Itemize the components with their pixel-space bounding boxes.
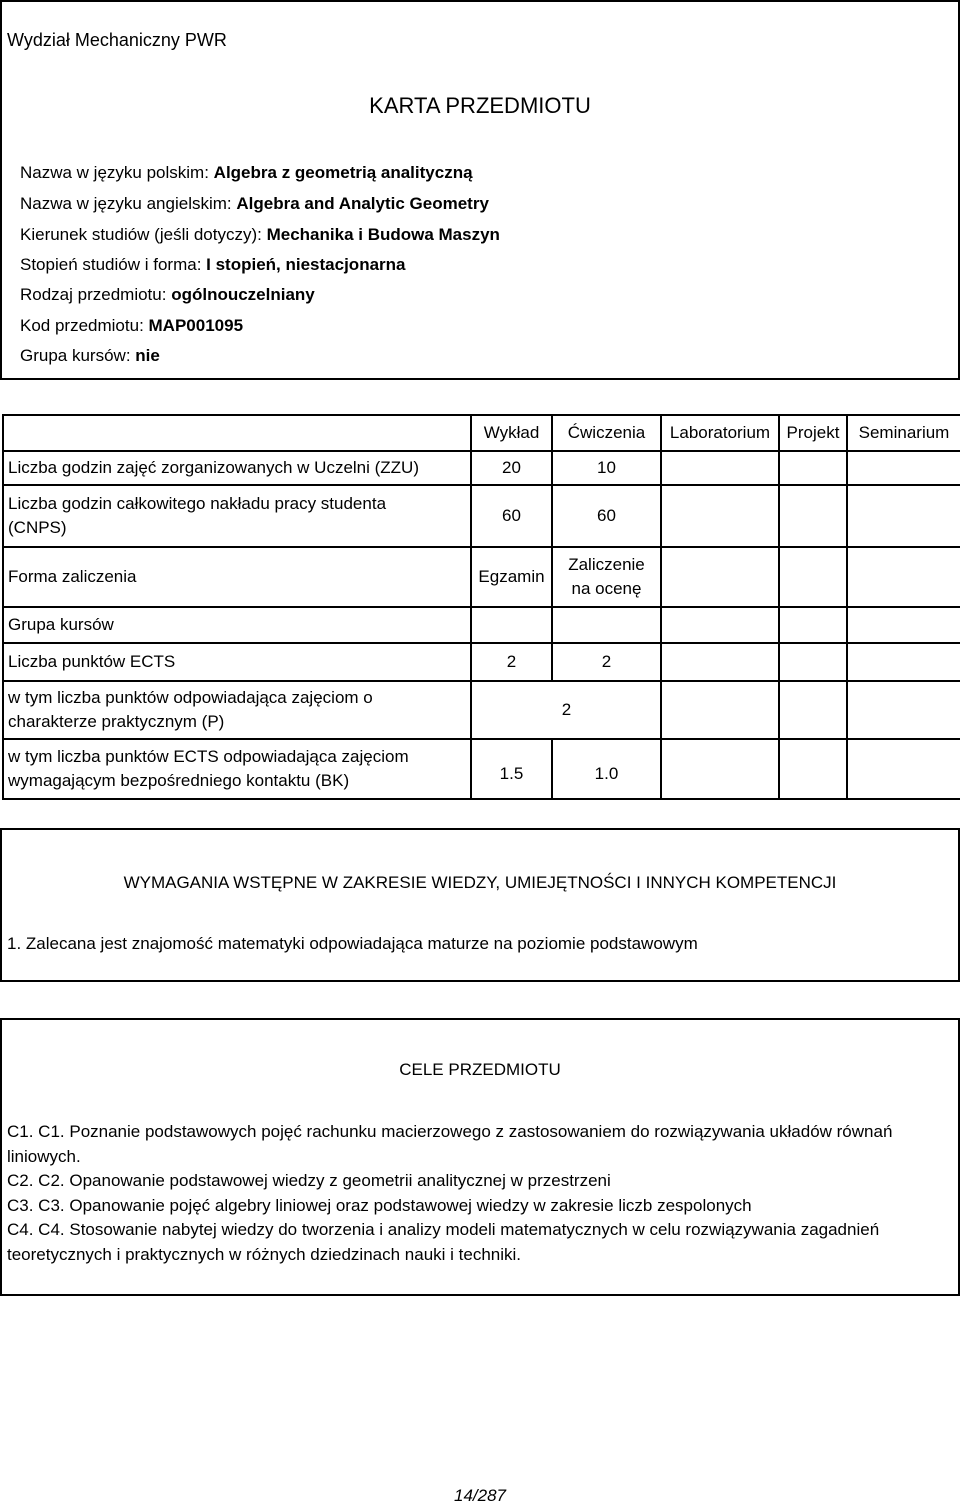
list-item: C3. C3. Opanowanie pojęć algebry liniowej oraz podstawowej wiedzy w zakresie liczb zespolonych	[7, 1195, 752, 1215]
row-label: Liczba punktów ECTS	[3, 643, 471, 681]
table-row	[3, 681, 960, 739]
col-header-cwiczenia: Ćwiczenia	[552, 415, 661, 451]
hours-table	[2, 414, 960, 800]
cell-cwiczenia: 2	[552, 643, 661, 681]
list-item: C1. C1. Poznanie podstawowych pojęć rachunku macierzowego z zastosowaniem do rozwiązywania układów równań liniowych.	[7, 1122, 893, 1166]
row-label: w tym liczba punktów ECTS odpowiadająca zajęciom wymagającym bezpośredniego kontaktu (BK)	[3, 739, 471, 799]
row-label: Forma zaliczenia	[3, 547, 471, 607]
cell-cwiczenia: 10	[552, 451, 661, 485]
list-item: C2. C2. Opanowanie podstawowej wiedzy z geometrii analitycznej w przestrzeni	[7, 1171, 611, 1190]
goals-list	[7, 1120, 947, 1267]
requirements-title: WYMAGANIA WSTĘPNE W ZAKRESIE WIEDZY, UMIEJĘTNOŚCI I INNYCH KOMPETENCJI	[123, 873, 837, 892]
table-row	[3, 451, 960, 485]
col-header-laboratorium: Laboratorium	[661, 415, 779, 451]
requirements-frame	[0, 828, 960, 982]
cell-wyklad	[471, 607, 552, 643]
faculty-name: Wydział Mechaniczny PWR	[7, 30, 227, 50]
course-info-code: Kod przedmiotu: MAP001095	[20, 316, 244, 335]
table-row	[3, 643, 960, 681]
course-info-type: Rodzaj przedmiotu: ogólnouczelniany	[20, 285, 315, 304]
cell-cwiczenia	[552, 607, 661, 643]
row-label: Liczba godzin całkowitego nakładu pracy studenta (CNPS)	[3, 485, 471, 547]
table-header-row	[3, 415, 960, 451]
col-header-wyklad: Wykład	[471, 415, 552, 451]
course-info-name-pl: Nazwa w języku polskim: Algebra z geometrią analityczną	[20, 163, 473, 182]
cell-cwiczenia: 1.0	[552, 739, 661, 799]
table-row	[3, 607, 960, 643]
course-info-level: Stopień studiów i forma: I stopień, niestacjonarna	[20, 255, 406, 274]
course-info-name-en: Nazwa w języku angielskim: Algebra and Analytic Geometry	[20, 194, 489, 213]
course-info-group: Grupa kursów: nie	[20, 346, 160, 365]
course-info-field: Kierunek studiów (jeśli dotyczy): Mechanika i Budowa Maszyn	[20, 225, 500, 244]
col-header-projekt: Projekt	[779, 415, 847, 451]
cell-cwiczenia: 60	[552, 485, 661, 547]
list-item: C4. C4. Stosowanie nabytej wiedzy do tworzenia i analizy modeli matematycznych w celu rozwiązywania zagadnień teoretycznych i praktycznych w różnych dziedzinach nauki i techniki.	[7, 1220, 880, 1264]
table-row	[3, 485, 960, 547]
table-row	[3, 547, 960, 607]
table-row	[3, 739, 960, 799]
cell-cwiczenia: 2	[512, 681, 621, 739]
cell-cwiczenia: Zaliczenie na ocenę	[552, 547, 661, 607]
document-title: KARTA PRZEDMIOTU	[369, 93, 591, 118]
cell-wyklad: Egzamin	[471, 547, 552, 607]
row-label: w tym liczba punktów odpowiadająca zajęciom o charakterze praktycznym (P)	[3, 681, 471, 739]
col-header-seminarium: Seminarium	[847, 415, 960, 451]
cell-wyklad: 20	[471, 451, 552, 485]
row-label: Liczba godzin zajęć zorganizowanych w Uczelni (ZZU)	[3, 451, 471, 485]
page-number: 14/287	[454, 1486, 506, 1505]
cell-wyklad: 2	[471, 643, 552, 681]
requirements-list	[7, 932, 947, 957]
table-header-empty	[3, 415, 471, 451]
list-item: 1. Zalecana jest znajomość matematyki odpowiadająca maturze na poziomie podstawowym	[7, 934, 698, 953]
row-label: Grupa kursów	[3, 607, 471, 643]
cell-wyklad: 60	[471, 485, 552, 547]
goals-title: CELE PRZEDMIOTU	[399, 1060, 561, 1079]
cell-wyklad: 1.5	[471, 739, 552, 799]
